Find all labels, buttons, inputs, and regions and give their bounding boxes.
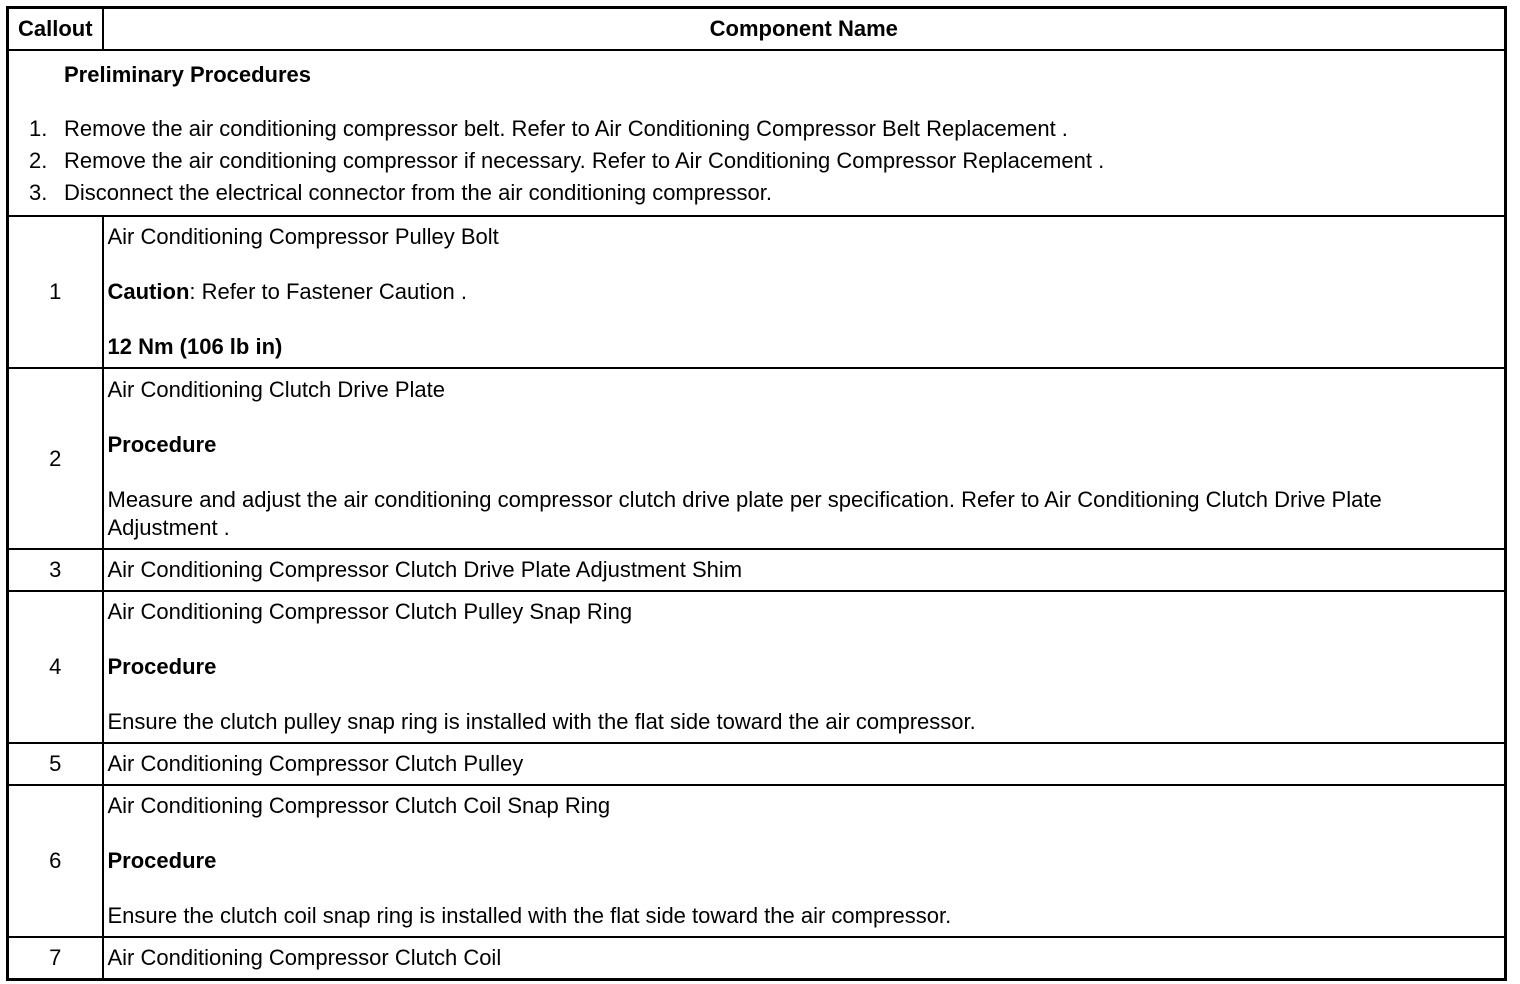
step-number: 3. — [29, 180, 48, 205]
preliminary-step — [29, 145, 1494, 177]
table-row — [8, 368, 1506, 549]
component-cell — [103, 591, 1506, 743]
callout-number: 7 — [8, 937, 103, 980]
step-number: 2. — [29, 148, 48, 173]
callout-number: 4 — [8, 591, 103, 743]
component-cell — [103, 368, 1506, 549]
procedure-label — [108, 847, 1495, 875]
caution-text: : Refer to Fastener Caution . — [189, 279, 467, 304]
component-name: Air Conditioning Clutch Drive Plate — [107, 376, 445, 402]
table-row — [8, 785, 1506, 937]
procedure-text: Measure and adjust the air conditioning compressor clutch drive plate per specification. Refer to Air Conditioning Clutch Drive Plate Adjustment . — [107, 486, 1382, 540]
component-name: Air Conditioning Compressor Clutch Coil Snap Ring — [107, 793, 611, 818]
callout-header: Callout — [8, 8, 103, 51]
preliminary-step — [29, 177, 1494, 209]
callout-number: 6 — [8, 785, 103, 937]
preliminary-title: Preliminary Procedures — [64, 62, 312, 87]
component-cell — [103, 216, 1506, 368]
preliminary-procedures — [8, 50, 1506, 216]
component-name: Air Conditioning Compressor Clutch Pulley Snap Ring — [107, 599, 633, 624]
step-number: 1. — [29, 116, 48, 141]
table-row — [8, 591, 1506, 743]
component-name: Air Conditioning Compressor Clutch Pulley — [103, 743, 1506, 785]
caution-label: Caution — [107, 279, 190, 304]
callout-number: 5 — [8, 743, 103, 785]
component-name: Air Conditioning Compressor Pulley Bolt — [107, 224, 499, 249]
procedure-label-text: Procedure — [107, 848, 217, 873]
table-row — [8, 549, 1506, 591]
step-text: Disconnect the electrical connector from the air conditioning compressor. — [64, 180, 773, 205]
callout-number: 3 — [8, 549, 103, 591]
component-name-header: Component Name — [103, 8, 1506, 51]
procedure-label — [108, 653, 1495, 681]
step-text: Remove the air conditioning compressor if necessary. Refer to Air Conditioning Compressor Replacement . — [64, 148, 1105, 173]
procedure-label-text: Procedure — [107, 431, 217, 457]
procedure-label-text: Procedure — [107, 654, 217, 679]
preliminary-step — [29, 113, 1494, 145]
preliminary-procedures-row — [8, 50, 1506, 216]
callout-number: 1 — [8, 216, 103, 368]
procedure-label — [108, 431, 1495, 459]
component-name: Air Conditioning Compressor Clutch Coil — [103, 937, 1506, 980]
procedure-text: Ensure the clutch coil snap ring is installed with the flat side toward the air compressor. — [107, 903, 952, 928]
component-cell — [103, 785, 1506, 937]
table-header — [8, 8, 1506, 51]
torque-spec-value: 12 Nm (106 lb in) — [107, 334, 283, 359]
component-name: Air Conditioning Compressor Clutch Drive Plate Adjustment Shim — [103, 549, 1506, 591]
component-table — [6, 6, 1507, 981]
table-row — [8, 937, 1506, 980]
callout-number: 2 — [8, 368, 103, 549]
step-text: Remove the air conditioning compressor belt. Refer to Air Conditioning Compressor Belt Replacement . — [64, 116, 1068, 141]
torque-spec — [108, 333, 1495, 361]
table-row — [8, 743, 1506, 785]
caution-line — [108, 278, 1495, 306]
procedure-text: Ensure the clutch pulley snap ring is installed with the flat side toward the air compressor. — [107, 709, 976, 734]
table-row — [8, 216, 1506, 368]
